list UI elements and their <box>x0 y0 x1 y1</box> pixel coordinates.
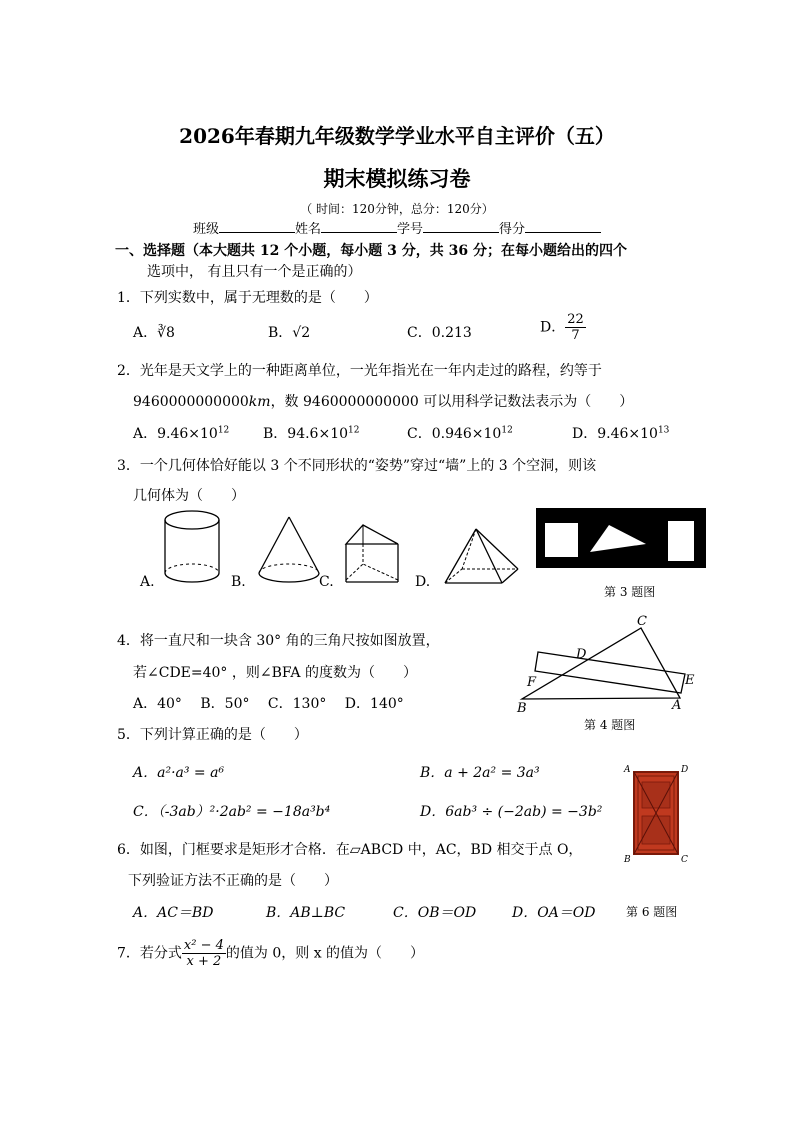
q4-stem-line2: 若∠CDE=40° ，则∠BFA 的度数为（ ） <box>133 665 417 681</box>
q6-option-a[interactable]: A．AC＝BD <box>133 905 214 921</box>
q2-number: 9460000000000 <box>133 394 249 410</box>
q6-caption: 第 6 题图 <box>626 905 678 919</box>
q7-stem <box>117 938 424 969</box>
q6-option-b[interactable]: B．AB⊥BC <box>266 905 346 921</box>
cylinder-figure <box>160 508 230 588</box>
q2-a-text: A．9.46×10 <box>133 426 218 442</box>
q1-d-prefix: D． <box>540 319 566 336</box>
time-info: （ 时间：120分钟，总分：120分） <box>300 202 494 216</box>
label-F: F <box>527 675 537 690</box>
q3-caption: 第 3 题图 <box>604 585 656 599</box>
label-C: C <box>637 614 647 629</box>
door-label-C: C <box>681 855 688 865</box>
q5-option-b[interactable]: B．a + 2a² = 3a³ <box>420 765 540 781</box>
label-A: A <box>672 698 682 713</box>
q2-stem-line2 <box>133 391 633 411</box>
q3-option-b[interactable]: B. <box>231 574 246 590</box>
section-heading: 一、选择题（本大题共 12 个小题，每小题 3 分，共 36 分；在每小题给出的四个 <box>115 243 627 259</box>
q4-stem-line1: 4．将一直尺和一块含 30° 角的三角尺按如图放置， <box>117 633 440 649</box>
q1-option-c[interactable]: C．0.213 <box>407 325 472 341</box>
score-blank[interactable] <box>525 220 601 233</box>
ruler-triangle-figure <box>515 612 700 717</box>
student-info-line <box>193 218 601 237</box>
field-score-label: 得分 <box>499 222 526 237</box>
q6-stem-line2: 下列验证方法不正确的是（ ） <box>128 873 338 889</box>
q3-option-a[interactable]: A. <box>140 574 155 590</box>
id-blank[interactable] <box>423 220 499 233</box>
q1-stem: 1．下列实数中，属于无理数的是（ ） <box>117 290 378 306</box>
q3-stem-line2: 几何体为（ ） <box>133 488 245 504</box>
page-title: 2026年春期九年级数学学业水平自主评价（五） <box>179 124 615 148</box>
q3-option-c[interactable]: C. <box>319 574 334 590</box>
q5-option-c[interactable]: C．（-3ab）²·2ab² = −18a³b⁴ <box>133 804 331 820</box>
page-subtitle: 期末模拟练习卷 <box>323 166 471 191</box>
q2-c-exp: 12 <box>501 425 513 436</box>
name-blank[interactable] <box>321 220 397 233</box>
cone-figure <box>256 515 326 590</box>
q6-option-d[interactable]: D．OA＝OD <box>512 905 596 921</box>
q1-option-a[interactable]: A．∛8 <box>133 325 175 341</box>
q2-d-exp: 13 <box>657 425 670 436</box>
q5-option-d[interactable]: D．6ab³ ÷ (−2ab) = −3b² <box>420 804 603 820</box>
q2-c-text: C．0.946×10 <box>407 426 502 442</box>
q2-b-text: B．94.6×10 <box>263 426 349 442</box>
q2-b-exp: 12 <box>348 425 360 436</box>
door-label-D: D <box>681 765 689 775</box>
q7-numerator: x² − 4 <box>183 938 224 953</box>
q2-stem-line1: 2．光年是天文学上的一种距离单位，一光年指光在一年内走过的路程，约等于 <box>117 363 602 379</box>
q7-denominator: x + 2 <box>186 954 222 969</box>
q6-option-c[interactable]: C．OB＝OD <box>393 905 477 921</box>
label-D: D <box>576 647 587 662</box>
q7-suffix: 的值为 0，则 x 的值为（ ） <box>225 945 425 962</box>
q5-stem: 5．下列计算正确的是（ ） <box>117 727 308 743</box>
field-class-label: 班级 <box>193 222 220 237</box>
door-frame-figure <box>624 762 694 867</box>
wall-holes-figure <box>536 508 706 568</box>
q2-stem-rest: ，数 9460000000000 可以用科学记数法表示为（ ） <box>270 394 634 410</box>
q2-d-text: D．9.46×10 <box>572 426 658 442</box>
field-name-label: 姓名 <box>295 222 322 237</box>
q2-option-d[interactable] <box>572 423 669 443</box>
q7-fraction <box>182 938 226 969</box>
label-E: E <box>685 673 695 688</box>
section-heading-cont: 选项中， 有且只有一个是正确的） <box>147 264 362 280</box>
q1-option-b[interactable]: B．√2 <box>268 325 311 341</box>
q4-options[interactable]: A．40° B．50° C．130° D．140° <box>133 696 404 712</box>
q2-unit: km <box>248 394 271 410</box>
q2-option-a[interactable] <box>133 423 229 443</box>
q7-prefix: 7．若分式 <box>117 945 182 962</box>
q3-stem-line1: 3．一个几何体恰好能以 3 个不同形状的“姿势”穿过“墙”上的 3 个空洞，则该 <box>117 458 597 474</box>
q2-option-c[interactable] <box>407 423 513 443</box>
door-label-A: A <box>624 765 631 775</box>
q2-option-b[interactable] <box>263 423 359 443</box>
q2-a-exp: 12 <box>217 425 230 436</box>
pyramid-figure <box>442 527 522 589</box>
q1-option-d[interactable] <box>540 312 586 343</box>
label-B: B <box>517 701 527 716</box>
q1-d-fraction <box>565 312 586 343</box>
q1-d-numerator: 22 <box>567 312 584 327</box>
field-id-label: 学号 <box>397 222 424 237</box>
q5-option-a[interactable]: A．a²·a³ = a⁶ <box>133 765 225 781</box>
q6-stem-line1: 6．如图，门框要求是矩形才合格．在▱ABCD 中，AC，BD 相交于点 O， <box>117 842 583 858</box>
class-blank[interactable] <box>219 220 295 233</box>
q3-option-d[interactable]: D. <box>415 574 431 590</box>
door-label-B: B <box>624 855 631 865</box>
q4-caption: 第 4 题图 <box>584 718 636 732</box>
triangular-prism-figure <box>343 522 403 587</box>
q1-d-denominator: 7 <box>571 328 580 343</box>
